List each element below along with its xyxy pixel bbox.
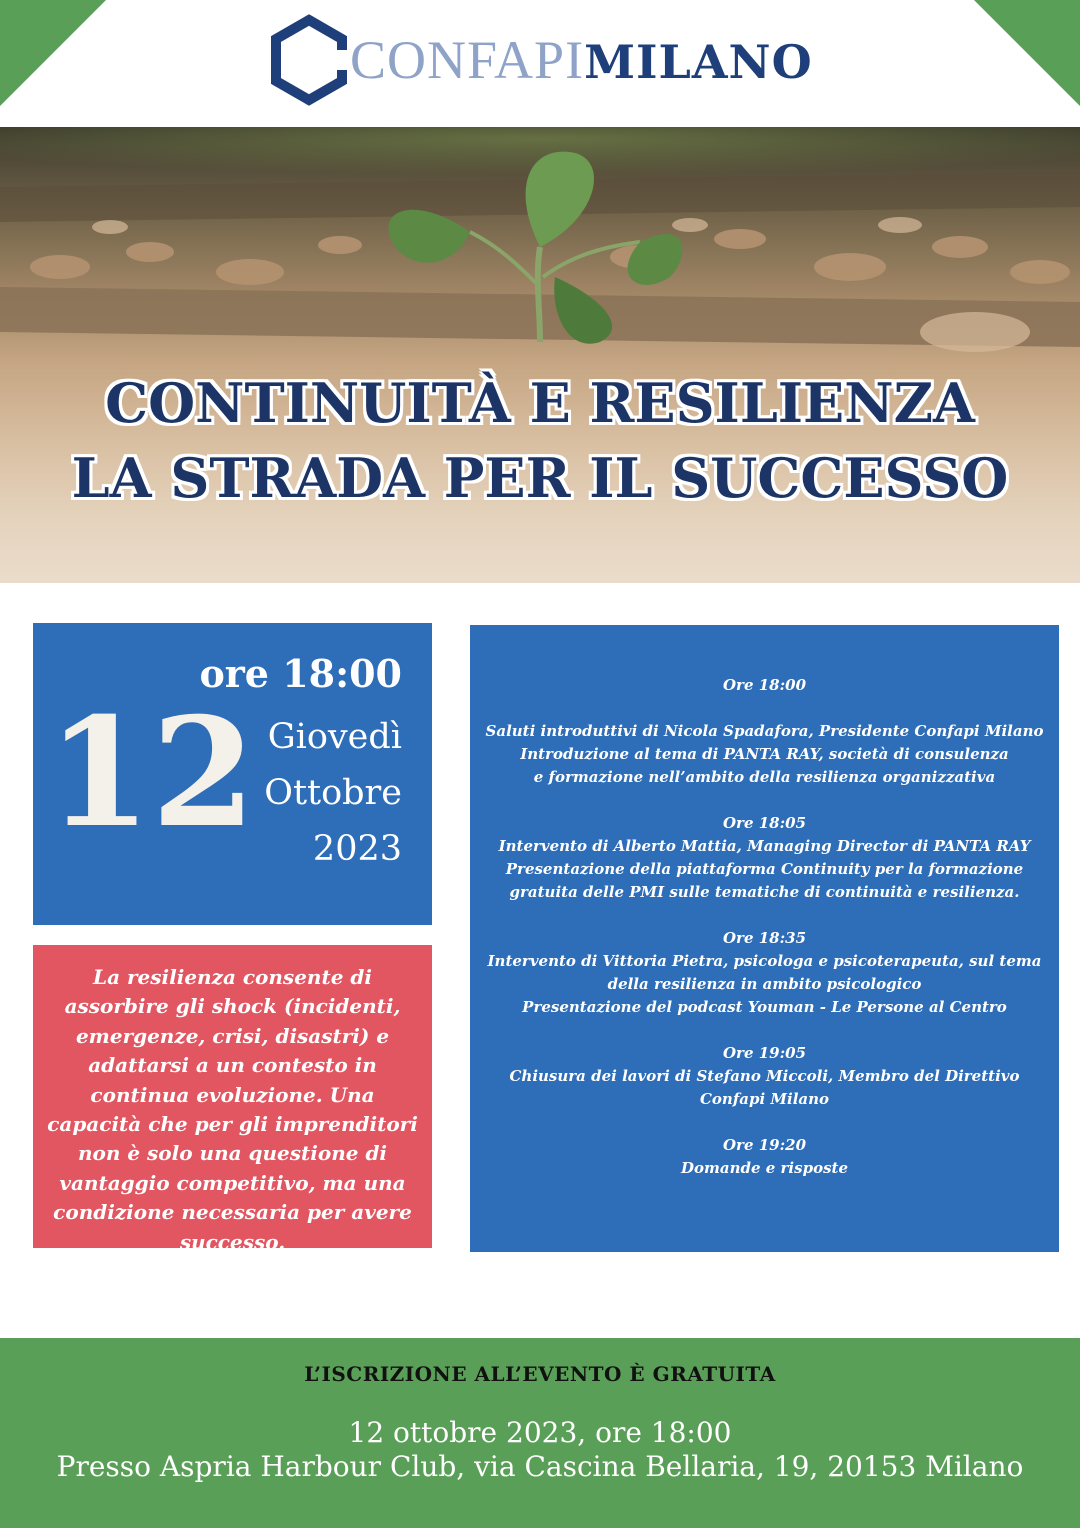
agenda-item-line: e formazione nell’ambito della resilienza organizzativa	[533, 768, 996, 786]
agenda-item-line: Chiusura dei lavori di Stefano Miccoli, Membro del Direttivo	[509, 1067, 1020, 1085]
footer-banner	[0, 1338, 1080, 1528]
agenda-item	[470, 674, 1059, 789]
event-time: ore 18:00	[199, 651, 402, 696]
agenda-item-line: Intervento di Alberto Mattia, Managing Director di PANTA RAY	[498, 837, 1031, 855]
agenda-item	[470, 812, 1059, 904]
agenda-item	[470, 1042, 1059, 1111]
agenda-item-line: Intervento di Vittoria Pietra, psicologa e psicoterapeuta, sul tema	[487, 952, 1042, 970]
agenda-item-line: Presentazione della piattaforma Continuity per la formazione	[505, 860, 1024, 878]
sprout-photo	[0, 127, 1080, 583]
agenda-item-time: Ore 18:00	[722, 676, 807, 694]
event-day-number: 12	[47, 685, 256, 861]
agenda-item-time: Ore 19:20	[722, 1136, 807, 1154]
hexagon-logo-icon	[270, 14, 348, 106]
headline-line-1: CONTINUITÀ E RESILIENZA	[105, 371, 975, 435]
logo-wordmark	[350, 30, 813, 92]
event-year: 2023	[312, 829, 402, 869]
agenda-item-line: Presentazione del podcast Youman - Le Persone al Centro	[522, 998, 1007, 1016]
event-date-box	[33, 623, 432, 925]
agenda-item-line: Domande e risposte	[681, 1159, 848, 1177]
agenda-item-line: gratuita delle PMI sulle tematiche di continuità e resilienza.	[509, 883, 1020, 901]
agenda-item-time: Ore 19:05	[722, 1044, 807, 1062]
event-weekday: Giovedì	[267, 717, 402, 757]
hero-banner	[0, 127, 1080, 583]
logo-wordmark-light: CONFAPI	[350, 30, 585, 90]
agenda-item-time: Ore 18:35	[722, 929, 807, 947]
confapi-milano-logo	[0, 12, 1080, 112]
event-month: Ottobre	[264, 773, 402, 813]
agenda-list	[470, 674, 1059, 1203]
footer-event-date: 12 ottobre 2023, ore 18:00	[348, 1416, 732, 1449]
agenda-item-time: Ore 18:05	[722, 814, 807, 832]
agenda-item-line: della resilienza in ambito psicologico	[607, 975, 922, 993]
agenda-item-line: Introduzione al tema di PANTA RAY, società di consulenza	[520, 745, 1009, 763]
headline-line-2: LA STRADA PER IL SUCCESSO	[71, 446, 1009, 510]
resilience-quote-box	[33, 945, 432, 1254]
registration-notice: L’ISCRIZIONE ALL’EVENTO È GRATUITA	[304, 1362, 776, 1386]
resilience-quote-text: La resilienza consente di assorbire gli shock (incidenti, emergenze, crisi, disastri) e adattarsi a un contesto in continua evoluzione. Una capacità che per gli imprenditori non è solo una questione di vantaggio competitivo, ma una condizione necessaria per avere successo.	[47, 965, 418, 1254]
agenda-item-line: Confapi Milano	[699, 1090, 830, 1108]
agenda-box	[470, 625, 1059, 1252]
agenda-item	[470, 1134, 1059, 1180]
agenda-item-line: Saluti introduttivi di Nicola Spadafora, Presidente Confapi Milano	[485, 722, 1044, 740]
logo-wordmark-bold: MILANO	[584, 35, 813, 89]
agenda-item	[470, 927, 1059, 1019]
footer-venue-address: Presso Aspria Harbour Club, via Cascina Bellaria, 19, 20153 Milano	[56, 1450, 1024, 1483]
